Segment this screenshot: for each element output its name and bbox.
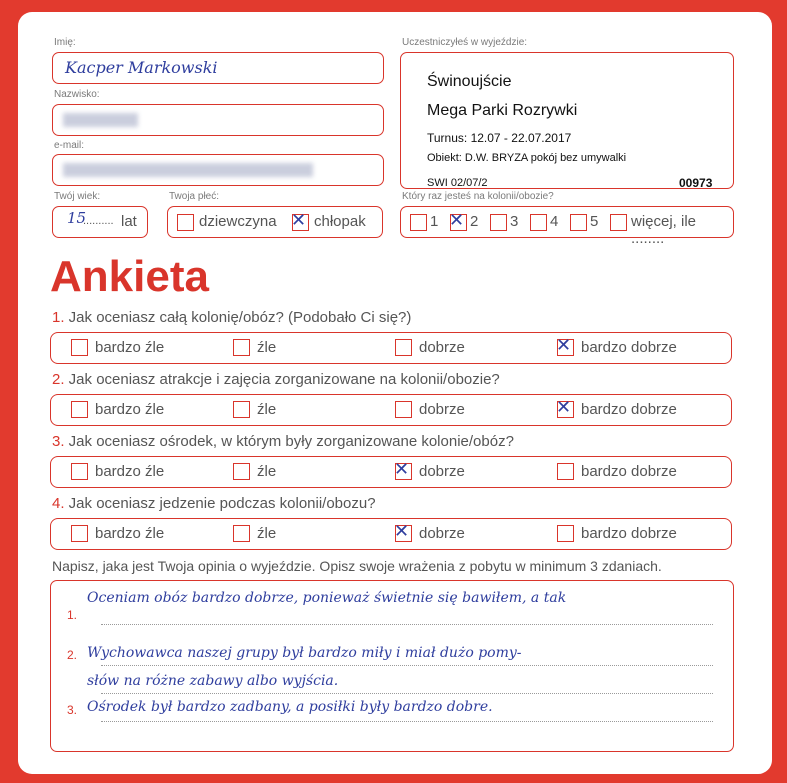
checkbox-raz-wiecej[interactable] [610, 214, 627, 231]
wiek-unit: lat [121, 213, 137, 230]
checkbox-dziewczyna[interactable] [177, 214, 194, 231]
trip-place: Świnoujście [427, 73, 512, 90]
label-plec: Twoja płeć: [169, 191, 220, 202]
nazwisko-field[interactable] [52, 104, 384, 136]
check-mark-icon: ✕ [394, 521, 410, 542]
plec-field [167, 206, 383, 238]
q2-checkbox-bardzo-zle[interactable] [71, 401, 88, 418]
ruled-line [101, 693, 713, 694]
opinion-line-2: Wychowawca naszej grupy był bardzo miły i miał dużo pomy- [87, 645, 522, 661]
q2-option-zle: źle [257, 401, 277, 418]
q2-option-dobrze: dobrze [419, 401, 465, 418]
ruled-line [101, 665, 713, 666]
question-4-number: 4. [52, 495, 65, 512]
survey-card [18, 12, 772, 774]
q1-option-dobrze: dobrze [419, 339, 465, 356]
label-imie: Imię: [54, 37, 76, 48]
q3-option-dobrze: dobrze [419, 463, 465, 480]
trip-code: SWI 02/07/2 [427, 177, 488, 189]
raz-option-3: 3 [510, 213, 519, 230]
question-4-text: Jak oceniasz jedzenie podczas kolonii/obozu? [64, 495, 376, 512]
answer-row-3 [50, 456, 732, 488]
question-2 [52, 371, 500, 388]
check-mark-icon: ✕ [291, 210, 307, 231]
question-1 [52, 309, 411, 326]
ktory-raz-field [400, 206, 734, 247]
q4-option-bardzo-zle: bardzo źle [95, 525, 165, 542]
question-2-text: Jak oceniasz atrakcje i zajęcia zorganizowane na kolonii/obozie? [64, 371, 500, 388]
checkbox-raz-4[interactable] [530, 214, 547, 231]
raz-option-5: 5 [590, 213, 599, 230]
q2-option-bardzo-zle: bardzo źle [95, 401, 165, 418]
opinion-line-2b: słów na różne zabawy albo wyjścia. [87, 673, 339, 689]
q2-checkbox-zle[interactable] [233, 401, 250, 418]
q3-option-bardzo-zle: bardzo źle [95, 463, 165, 480]
question-3-text: Jak oceniasz ośrodek, w którym były zorganizowane kolonie/obóz? [64, 433, 514, 450]
raz-option-wiecej: więcej, ile ........ [631, 213, 697, 247]
check-mark-icon: ✕ [556, 335, 572, 356]
answer-row-4 [50, 518, 732, 550]
label-email: e-mail: [54, 140, 85, 151]
trip-name: Mega Parki Rozrywki [427, 102, 578, 119]
q4-checkbox-bardzo-dobrze[interactable] [557, 525, 574, 542]
ruled-line [101, 721, 713, 722]
opinion-line-1: Oceniam obóz bardzo dobrze, ponieważ świetnie się bawiłem, a tak [87, 590, 567, 606]
wiek-field[interactable] [52, 206, 148, 238]
check-mark-icon: ✕ [394, 459, 410, 480]
q3-checkbox-bardzo-zle[interactable] [71, 463, 88, 480]
redacted-surname [63, 113, 138, 127]
ruled-line [101, 624, 713, 625]
checkbox-chlopak[interactable] [291, 210, 309, 231]
checkbox-raz-3[interactable] [490, 214, 507, 231]
wiek-dots: .......... [83, 215, 114, 227]
opinion-box[interactable] [50, 580, 734, 752]
label-nazwisko: Nazwisko: [54, 89, 100, 100]
question-3-number: 3. [52, 433, 65, 450]
q1-checkbox-bardzo-zle[interactable] [71, 339, 88, 356]
q4-checkbox-bardzo-zle[interactable] [71, 525, 88, 542]
question-3 [52, 433, 514, 450]
checkbox-raz-1[interactable] [410, 214, 427, 231]
trip-box [400, 52, 734, 189]
raz-option-1: 1 [430, 213, 439, 230]
plec-option-chlopak: chłopak [314, 213, 366, 230]
q2-option-bardzo-dobrze: bardzo dobrze [581, 401, 677, 418]
raz-option-4: 4 [550, 213, 559, 230]
q3-checkbox-zle[interactable] [233, 463, 250, 480]
q4-option-dobrze: dobrze [419, 525, 465, 542]
q1-option-zle: źle [257, 339, 277, 356]
q1-checkbox-dobrze[interactable] [395, 339, 412, 356]
opinion-line-number-3: 3. [67, 703, 78, 717]
q3-option-bardzo-dobrze: bardzo dobrze [581, 463, 677, 480]
label-wiek: Twój wiek: [54, 191, 101, 202]
q4-checkbox-zle[interactable] [233, 525, 250, 542]
opinion-line-number-1: 1. [67, 608, 78, 622]
q3-option-zle: źle [257, 463, 277, 480]
q3-checkbox-bardzo-dobrze[interactable] [557, 463, 574, 480]
label-ktory-raz: Który raz jesteś na kolonii/obozie? [402, 191, 554, 202]
check-mark-icon: ✕ [449, 210, 465, 231]
plec-option-dziewczyna: dziewczyna [199, 213, 277, 230]
survey-title: Ankieta [50, 252, 209, 301]
q2-checkbox-dobrze[interactable] [395, 401, 412, 418]
question-4 [52, 495, 376, 512]
q4-option-bardzo-dobrze: bardzo dobrze [581, 525, 677, 542]
checkbox-raz-2[interactable] [449, 210, 467, 231]
opinion-line-3: Ośrodek był bardzo zadbany, a posiłki były bardzo dobre. [87, 699, 493, 715]
answer-row-2 [50, 394, 732, 426]
q2-checkbox-bardzo-dobrze[interactable] [556, 397, 574, 418]
raz-option-2: 2 [470, 213, 479, 230]
trip-turnus: Turnus: 12.07 - 22.07.2017 [427, 131, 572, 145]
q3-checkbox-dobrze[interactable] [394, 459, 412, 480]
answer-row-1 [50, 332, 732, 364]
label-uczestniczyles: Uczestniczyłeś w wyjeździe: [402, 37, 528, 48]
trip-number: 00973 [679, 176, 713, 190]
imie-field[interactable] [52, 52, 384, 84]
redacted-email [63, 163, 313, 177]
trip-obiekt: Obiekt: D.W. BRYZA pokój bez umywalki [427, 152, 627, 164]
opinion-line-number-2: 2. [67, 648, 78, 662]
question-1-text: Jak oceniasz całą kolonię/obóz? (Podobało Ci się?) [64, 309, 412, 326]
wiek-value: 15 [67, 209, 87, 227]
q1-option-bardzo-dobrze: bardzo dobrze [581, 339, 677, 356]
imie-value: Kacper Markowski [65, 58, 218, 77]
check-mark-icon: ✕ [556, 397, 572, 418]
checkbox-raz-5[interactable] [570, 214, 587, 231]
q1-option-bardzo-zle: bardzo źle [95, 339, 165, 356]
question-2-number: 2. [52, 371, 65, 388]
q1-checkbox-bardzo-dobrze[interactable] [556, 335, 574, 356]
opinion-prompt: Napisz, jaka jest Twoja opinia o wyjeździe. Opisz swoje wrażenia z pobytu w minimum 3 zdaniach. [52, 558, 662, 574]
q4-checkbox-dobrze[interactable] [394, 521, 412, 542]
q1-checkbox-zle[interactable] [233, 339, 250, 356]
q4-option-zle: źle [257, 525, 277, 542]
email-field[interactable] [52, 154, 384, 186]
question-1-number: 1. [52, 309, 65, 326]
